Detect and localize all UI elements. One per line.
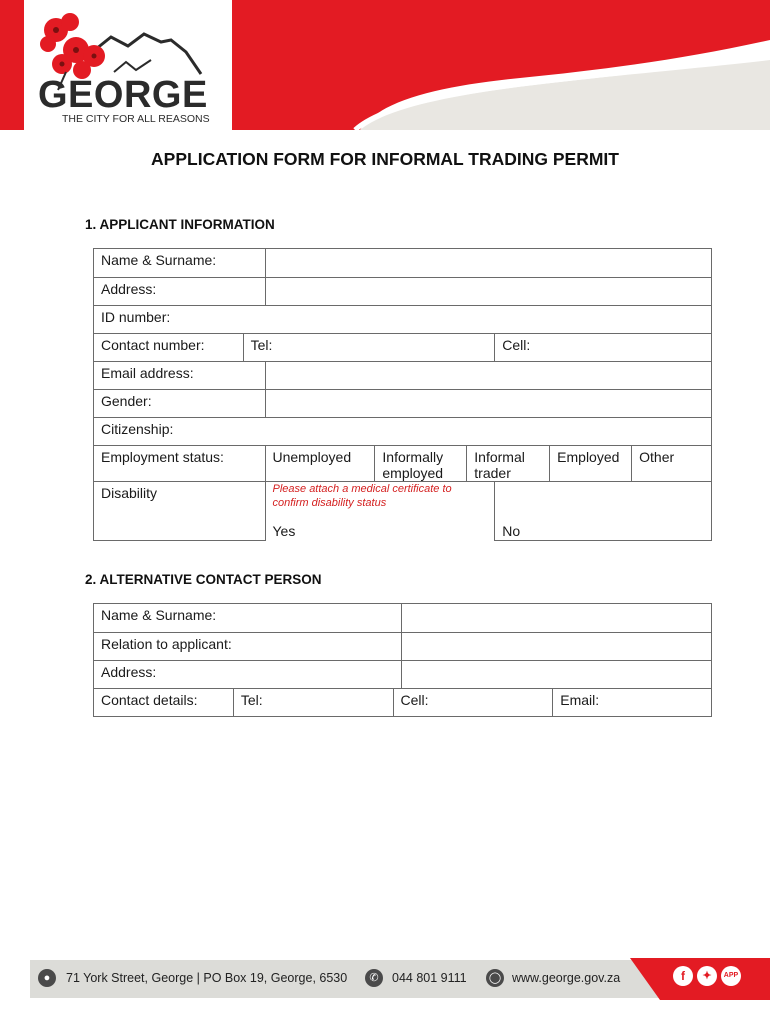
- page-header: [0, 0, 770, 130]
- location-pin-icon: ●: [38, 969, 56, 987]
- page-title: APPLICATION FORM FOR INFORMAL TRADING PERMIT: [151, 149, 619, 169]
- table-row: [94, 278, 712, 306]
- table-row: [94, 362, 712, 390]
- table-row: [94, 661, 712, 689]
- disability-label: Disability: [94, 482, 266, 541]
- table-row: [94, 689, 712, 717]
- alt-cell-label: Cell:: [400, 692, 429, 708]
- alt-tel-field[interactable]: [233, 689, 393, 717]
- citizenship-field[interactable]: [94, 418, 712, 446]
- address-label: Address:: [94, 278, 266, 306]
- contact-label: Contact number:: [94, 334, 244, 362]
- alt-cell-field[interactable]: [393, 689, 553, 717]
- disability-no-cell[interactable]: [495, 482, 712, 541]
- citizenship-label: Citizenship:: [101, 421, 174, 437]
- table-row: [94, 306, 712, 334]
- employment-option-informally-employed[interactable]: Informally employed: [375, 446, 467, 482]
- email-field[interactable]: [265, 362, 712, 390]
- cell-field[interactable]: [495, 334, 712, 362]
- logo-tagline: THE CITY FOR ALL REASONS: [62, 113, 210, 125]
- cell-label: Cell:: [502, 337, 531, 353]
- disability-no-label: No: [502, 523, 521, 539]
- alt-tel-label: Tel:: [240, 692, 263, 708]
- table-row: [94, 334, 712, 362]
- tel-field[interactable]: [243, 334, 495, 362]
- table-row: [94, 604, 712, 633]
- employment-option-unemployed[interactable]: Unemployed: [265, 446, 375, 482]
- alt-name-label: Name & Surname:: [94, 604, 402, 633]
- table-row: [94, 446, 712, 482]
- twitter-icon[interactable]: ✦: [697, 966, 717, 986]
- alt-relation-label: Relation to applicant:: [94, 633, 402, 661]
- applicant-info-table: [93, 248, 712, 541]
- disability-note: Please attach a medical certificate to confirm disability status: [272, 483, 452, 509]
- app-badge-icon[interactable]: APP: [721, 966, 741, 986]
- facebook-icon[interactable]: f: [673, 966, 693, 986]
- footer-phone: 044 801 9111: [392, 971, 467, 985]
- alternative-contact-table: [93, 603, 712, 717]
- employment-option-employed[interactable]: Employed: [550, 446, 632, 482]
- globe-icon: ◯: [486, 969, 504, 987]
- alt-email-field[interactable]: [553, 689, 712, 717]
- employment-label: Employment status:: [94, 446, 266, 482]
- name-field[interactable]: [265, 249, 712, 278]
- employment-option-other[interactable]: Other: [632, 446, 712, 482]
- table-row: [94, 418, 712, 446]
- alt-email-label: Email:: [560, 692, 600, 708]
- id-number-field[interactable]: [94, 306, 712, 334]
- disability-yes-cell[interactable]: [265, 482, 495, 541]
- table-row: [94, 482, 712, 541]
- section-applicant-heading: 1. APPLICANT INFORMATION: [85, 217, 275, 232]
- logo-wordmark: GEORGE: [38, 74, 208, 116]
- phone-icon: ✆: [365, 969, 383, 987]
- alt-address-field[interactable]: [401, 661, 712, 689]
- email-label: Email address:: [94, 362, 266, 390]
- alt-address-label: Address:: [94, 661, 402, 689]
- address-field[interactable]: [265, 278, 712, 306]
- employment-option-informal-trader[interactable]: Informal trader: [467, 446, 550, 482]
- gender-field[interactable]: [265, 390, 712, 418]
- alt-contact-label: Contact details:: [94, 689, 234, 717]
- alt-name-field[interactable]: [401, 604, 712, 633]
- gender-label: Gender:: [94, 390, 266, 418]
- name-label: Name & Surname:: [94, 249, 266, 278]
- table-row: [94, 249, 712, 278]
- alt-relation-field[interactable]: [401, 633, 712, 661]
- footer-address: 71 York Street, George | PO Box 19, George, 6530: [66, 971, 348, 985]
- tel-label: Tel:: [250, 337, 273, 353]
- section-alternative-contact-heading: 2. ALTERNATIVE CONTACT PERSON: [85, 572, 322, 587]
- id-label: ID number:: [101, 309, 171, 325]
- table-row: [94, 633, 712, 661]
- disability-yes-label: Yes: [272, 523, 296, 539]
- table-row: [94, 390, 712, 418]
- footer-website[interactable]: www.george.gov.za: [512, 971, 621, 985]
